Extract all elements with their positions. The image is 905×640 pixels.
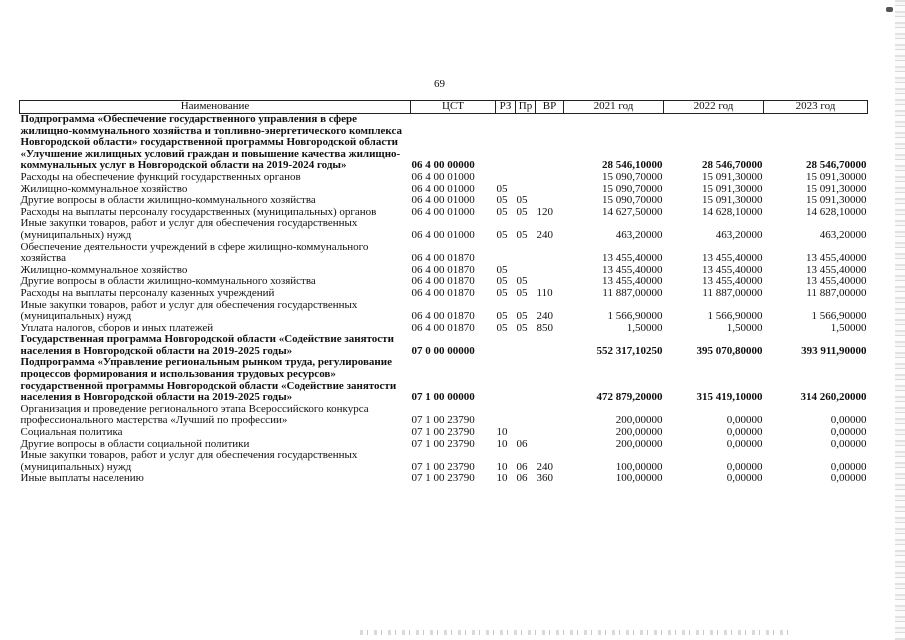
row-name: Другие вопросы в области социальной политики — [20, 437, 250, 450]
row-name: Иные выплаты населению — [20, 472, 144, 485]
row-pr — [516, 114, 536, 172]
header-2023: 2023 год — [764, 101, 868, 114]
row-cst: 07 1 00 23790 — [411, 414, 475, 427]
row-2021: 11 887,00000 — [602, 286, 663, 299]
row-rz: 05 — [496, 321, 508, 334]
row-2021: 1,50000 — [626, 321, 663, 334]
row-2023: 0,00000 — [830, 414, 867, 427]
row-2022: 1 566,90000 — [707, 310, 763, 323]
row-pr — [516, 242, 536, 265]
row-2023: 15 091,30000 — [806, 194, 867, 207]
row-cst: 06 4 00 01870 — [411, 321, 475, 334]
row-2023: 28 546,70000 — [806, 159, 867, 172]
row-2022: 1,50000 — [726, 321, 763, 334]
row-rz: 05 — [496, 310, 508, 323]
row-2023: 14 628,10000 — [806, 205, 867, 218]
row-2022: 0,00000 — [726, 472, 763, 485]
header-name: Наименование — [20, 101, 411, 114]
row-rz — [496, 404, 516, 427]
row-2021: 1 566,90000 — [607, 310, 663, 323]
row-2023: 15 091,30000 — [806, 182, 867, 195]
row-cst: 06 4 00 00000 — [411, 159, 475, 172]
scan-edge-artifact — [895, 0, 905, 640]
row-cst: 06 4 00 01000 — [411, 170, 475, 183]
row-vr — [536, 114, 564, 172]
row-2021: 15 090,70000 — [602, 194, 663, 207]
row-rz — [496, 242, 516, 265]
row-rz: 05 — [496, 228, 508, 241]
row-cst: 07 1 00 23790 — [411, 426, 475, 439]
row-vr — [536, 265, 564, 277]
row-2022: 14 628,10000 — [702, 205, 763, 218]
row-2023: 11 887,00000 — [806, 286, 867, 299]
header-row — [20, 101, 868, 114]
row-pr — [516, 334, 536, 357]
row-vr: 240 — [536, 228, 553, 241]
table-row — [20, 300, 868, 323]
row-2023: 463,20000 — [819, 228, 867, 241]
scan-bottom-artifact — [360, 630, 790, 635]
row-2021: 13 455,40000 — [602, 275, 663, 288]
row-vr — [536, 195, 564, 207]
row-name: Государственная программа Новгородской области «Содействие занятости населения в Новгородской области на 2019-2025 годы» — [20, 333, 394, 357]
row-2022: 315 419,10000 — [696, 391, 763, 404]
row-vr — [536, 242, 564, 265]
row-cst: 06 4 00 01870 — [411, 286, 475, 299]
row-rz: 10 — [496, 460, 508, 473]
row-pr — [516, 172, 536, 184]
row-name: Подпрограмма «Обеспечение государственного управления в сфере жилищно-коммунального хозяйства и топливно-энергетического комплекса Новгородской области» государственной программы Новгородской области «Улучшение жилищных условий граждан и повышение качества жилищно-коммунальных услуг в Новгородской области на 2019-2024 годы» — [20, 113, 402, 172]
row-rz: 10 — [496, 437, 508, 450]
row-2023: 13 455,40000 — [806, 252, 867, 265]
table-row — [20, 334, 868, 357]
row-rz: 05 — [496, 182, 508, 195]
table-header — [20, 101, 868, 114]
row-name: Иные закупки товаров, работ и услуг для обеспечения государственных (муниципальных) нужд — [20, 449, 358, 473]
row-2021: 200,00000 — [615, 414, 663, 427]
row-vr — [536, 404, 564, 427]
scan-dot-artifact — [886, 7, 893, 12]
row-name: Обеспечение деятельности учреждений в сфере жилищно-коммунального хозяйства — [20, 240, 369, 265]
row-name: Уплата налогов, сборов и иных платежей — [20, 321, 214, 334]
row-rz: 05 — [496, 205, 508, 218]
row-vr: 120 — [536, 205, 553, 218]
row-2022: 13 455,40000 — [702, 275, 763, 288]
row-cst: 06 4 00 01000 — [411, 182, 475, 195]
row-2022: 463,20000 — [715, 228, 763, 241]
table-row — [20, 473, 868, 485]
row-2022: 11 887,00000 — [702, 286, 763, 299]
row-name: Иные закупки товаров, работ и услуг для обеспечения государственных (муниципальных) нужд — [20, 217, 358, 241]
row-2023: 1,50000 — [830, 321, 867, 334]
row-cst: 07 1 00 23790 — [411, 437, 475, 450]
row-2022: 13 455,40000 — [702, 252, 763, 265]
row-pr — [516, 404, 536, 427]
row-2022: 28 546,70000 — [702, 159, 763, 172]
row-pr: 05 — [516, 194, 528, 207]
row-rz: 05 — [496, 286, 508, 299]
row-cst: 06 4 00 01000 — [411, 194, 475, 207]
row-cst: 06 4 00 01870 — [411, 263, 475, 276]
row-2021: 472 879,20000 — [596, 391, 663, 404]
row-rz: 05 — [496, 263, 508, 276]
row-cst: 06 4 00 01870 — [411, 275, 475, 288]
row-2021: 28 546,10000 — [602, 159, 663, 172]
row-2021: 200,00000 — [615, 426, 663, 439]
header-pr: Пр — [516, 101, 536, 114]
row-2022: 0,00000 — [726, 426, 763, 439]
row-2022: 15 091,30000 — [702, 182, 763, 195]
row-rz — [496, 114, 516, 172]
row-cst: 07 1 00 23790 — [411, 472, 475, 485]
header-rz: РЗ — [496, 101, 516, 114]
row-cst: 07 1 00 00000 — [411, 391, 475, 404]
header-2021: 2021 год — [564, 101, 664, 114]
row-rz — [496, 172, 516, 184]
table-body — [20, 114, 868, 486]
page-number: 69 — [434, 78, 445, 90]
row-2023: 0,00000 — [830, 426, 867, 439]
table-row — [20, 450, 868, 473]
row-2023: 0,00000 — [830, 460, 867, 473]
row-2021: 552 317,10250 — [596, 344, 663, 357]
row-2021: 100,00000 — [615, 472, 663, 485]
row-rz: 05 — [496, 194, 508, 207]
row-name: Другие вопросы в области жилищно-коммунального хозяйства — [20, 275, 316, 288]
table-row — [20, 114, 868, 172]
row-cst: 06 4 00 01870 — [411, 310, 475, 323]
row-2023: 15 091,30000 — [806, 170, 867, 183]
row-2022: 13 455,40000 — [702, 263, 763, 276]
row-name: Организация и проведение регионального этапа Всероссийского конкурса профессионального мастерства «Лучший по профессии» — [20, 402, 369, 427]
row-2023: 0,00000 — [830, 472, 867, 485]
row-vr: 240 — [536, 310, 553, 323]
row-2023: 0,00000 — [830, 437, 867, 450]
row-2023: 314 260,20000 — [800, 391, 867, 404]
table-row — [20, 172, 868, 184]
table-row — [20, 427, 868, 439]
row-rz — [496, 357, 516, 403]
row-name: Жилищно-коммунальное хозяйство — [20, 182, 188, 195]
row-rz: 10 — [496, 426, 508, 439]
row-2021: 14 627,50000 — [602, 205, 663, 218]
row-2021: 13 455,40000 — [602, 252, 663, 265]
row-pr: 05 — [516, 228, 528, 241]
row-rz — [496, 334, 516, 357]
row-vr: 360 — [536, 472, 553, 485]
row-pr: 06 — [516, 472, 528, 485]
row-2022: 395 070,80000 — [696, 344, 763, 357]
row-pr: 05 — [516, 310, 528, 323]
row-vr — [536, 184, 564, 196]
row-rz: 10 — [496, 472, 508, 485]
row-vr: 240 — [536, 460, 553, 473]
row-pr: 05 — [516, 321, 528, 334]
row-2022: 0,00000 — [726, 414, 763, 427]
row-2023: 1 566,90000 — [811, 310, 867, 323]
row-vr: 850 — [536, 321, 553, 334]
row-cst: 07 1 00 23790 — [411, 460, 475, 473]
row-vr — [536, 357, 564, 403]
row-vr — [536, 427, 564, 439]
row-pr: 06 — [516, 437, 528, 450]
row-cst: 07 0 00 00000 — [411, 344, 475, 357]
row-pr: 05 — [516, 205, 528, 218]
row-name: Подпрограмма «Управление региональным рынком труда, регулирование процессов формирования и использования трудовых ресурсов» государственной программы Новгородской области «Содействие занятости населения в Новгородской области на 2019-2025 годы» — [20, 356, 397, 404]
row-2021: 463,20000 — [615, 228, 663, 241]
row-cst: 06 4 00 01000 — [411, 228, 475, 241]
row-rz: 05 — [496, 275, 508, 288]
row-cst: 06 4 00 01000 — [411, 205, 475, 218]
row-name: Социальная политика — [20, 426, 123, 439]
row-pr: 05 — [516, 275, 528, 288]
table-row — [20, 195, 868, 207]
header-2022: 2022 год — [664, 101, 764, 114]
row-pr — [516, 357, 536, 403]
row-name: Жилищно-коммунальное хозяйство — [20, 263, 188, 276]
row-2022: 15 091,30000 — [702, 194, 763, 207]
table-row — [20, 404, 868, 427]
header-cst: ЦСТ — [411, 101, 496, 114]
table-row — [20, 357, 868, 403]
row-2021: 100,00000 — [615, 460, 663, 473]
row-2022: 0,00000 — [726, 460, 763, 473]
row-pr: 05 — [516, 286, 528, 299]
row-name: Расходы на выплаты персоналу государственных (муниципальных) органов — [20, 205, 377, 218]
row-pr: 06 — [516, 460, 528, 473]
budget-table — [19, 100, 868, 485]
row-pr — [516, 427, 536, 439]
row-2023: 393 911,90000 — [801, 344, 867, 357]
table-row — [20, 288, 868, 300]
row-name: Расходы на выплаты персоналу казенных учреждений — [20, 286, 275, 299]
row-2021: 15 090,70000 — [602, 182, 663, 195]
row-name: Другие вопросы в области жилищно-коммунального хозяйства — [20, 194, 316, 207]
row-vr — [536, 439, 564, 451]
row-vr — [536, 172, 564, 184]
row-2021: 15 090,70000 — [602, 170, 663, 183]
row-vr — [536, 334, 564, 357]
header-vr: ВР — [536, 101, 564, 114]
row-name: Иные закупки товаров, работ и услуг для обеспечения государственных (муниципальных) нужд — [20, 298, 358, 323]
row-cst: 06 4 00 01870 — [411, 252, 475, 265]
row-2021: 200,00000 — [615, 437, 663, 450]
row-2022: 0,00000 — [726, 437, 763, 450]
row-name: Расходы на обеспечение функций государственных органов — [20, 170, 301, 183]
row-2021: 13 455,40000 — [602, 263, 663, 276]
row-2023: 13 455,40000 — [806, 263, 867, 276]
table-row — [20, 242, 868, 265]
row-2023: 13 455,40000 — [806, 275, 867, 288]
row-vr: 110 — [536, 286, 553, 299]
row-2022: 15 091,30000 — [702, 170, 763, 183]
table-row — [20, 218, 868, 241]
